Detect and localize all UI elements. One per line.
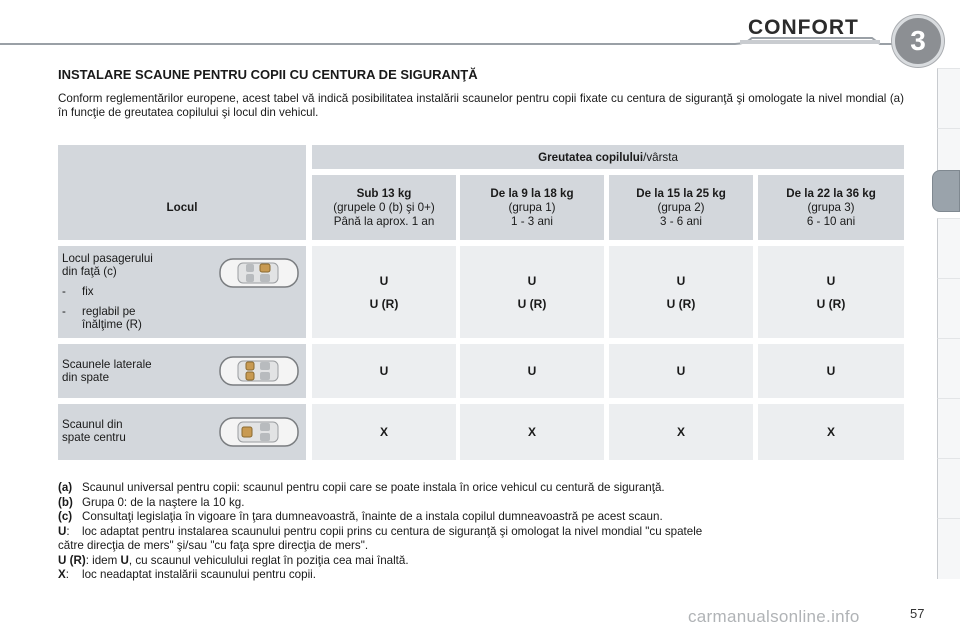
seat-code: U bbox=[527, 273, 537, 288]
seat-code: U (R) bbox=[816, 296, 846, 311]
row-sub-option: reglabil pe bbox=[82, 305, 136, 318]
column-header bbox=[312, 175, 456, 240]
seat-code: U bbox=[379, 273, 389, 288]
cell-value bbox=[312, 344, 456, 398]
cell-value bbox=[312, 246, 456, 338]
footnote: U: loc adaptat pentru instalarea scaunului pentru copii prins cu centura de siguranţă şi omologat la nivel mondial "cu spatele bbox=[58, 525, 908, 540]
footnote bbox=[58, 496, 908, 511]
footnote-text-bold: U bbox=[120, 553, 129, 567]
column-group: (grupa 3) bbox=[807, 200, 855, 214]
row-label-rear-center bbox=[58, 404, 306, 460]
car-seat-diagram-icon bbox=[218, 354, 300, 388]
chapter-tab[interactable] bbox=[937, 278, 960, 339]
footnote-key: U bbox=[58, 524, 67, 538]
row-label-rear-side bbox=[58, 344, 306, 398]
cell-value bbox=[460, 404, 604, 460]
seat-code: U bbox=[527, 364, 537, 378]
footnote-text: : idem bbox=[85, 553, 121, 567]
footnote-continuation bbox=[58, 539, 908, 554]
footnote-text: Grupa 0: de la naştere la 10 kg. bbox=[82, 495, 245, 509]
chapter-tab[interactable] bbox=[937, 518, 960, 579]
row-label-line: spate centru bbox=[62, 431, 126, 444]
child-seat-table bbox=[58, 145, 904, 463]
cell-value bbox=[609, 404, 753, 460]
cell-value bbox=[758, 344, 904, 398]
chapter-tab-active[interactable] bbox=[932, 170, 960, 212]
group-header-bold: Greutatea copilului bbox=[538, 150, 644, 164]
column-title: De la 22 la 36 kg bbox=[786, 186, 876, 200]
seat-code: U (R) bbox=[369, 296, 399, 311]
column-group: (grupele 0 (b) şi 0+) bbox=[333, 200, 435, 214]
column-age: 1 - 3 ani bbox=[511, 214, 553, 228]
footnote-key: X bbox=[58, 568, 66, 581]
chapter-tab[interactable] bbox=[937, 338, 960, 399]
car-seat-diagram-icon bbox=[218, 415, 300, 449]
column-group: (grupa 1) bbox=[508, 200, 556, 214]
footnote: X: loc neadaptat instalării scaunului pentru copii. bbox=[58, 568, 908, 583]
footnote bbox=[58, 510, 908, 525]
weight-group-header bbox=[312, 145, 904, 169]
footnote bbox=[58, 481, 908, 496]
cell-value bbox=[758, 404, 904, 460]
seat-code: U (R) bbox=[666, 296, 696, 311]
footnote-key: U (R) bbox=[58, 553, 86, 567]
column-title: De la 15 la 25 kg bbox=[636, 186, 726, 200]
seat-code: U (R) bbox=[517, 296, 547, 311]
row-label-line: din spate bbox=[62, 371, 110, 384]
chapter-tab[interactable] bbox=[937, 218, 960, 279]
column-header bbox=[609, 175, 753, 240]
column-title: De la 9 la 18 kg bbox=[490, 186, 574, 200]
column-header bbox=[758, 175, 904, 240]
intro-paragraph: Conform reglementărilor europene, acest tabel vă indică posibilitatea instalării scaunelor pentru copii fixate cu centura de siguranţă şi omologate la nivel mondial (a) în funcţie de greutatea copilului şi locul din vehicul. bbox=[58, 92, 904, 119]
chapter-tab[interactable] bbox=[937, 458, 960, 519]
cell-value bbox=[460, 246, 604, 338]
car-seat-diagram-icon bbox=[218, 256, 300, 290]
row-sub-option: fix bbox=[82, 285, 94, 298]
footnote-key: (c) bbox=[58, 510, 73, 523]
row-label-front-passenger: Locul pasagerului din faţă (c) - fix - reglabil pe înălţime (R) bbox=[58, 246, 306, 338]
footnote-key: (a) bbox=[58, 481, 73, 494]
seat-code: U bbox=[676, 364, 686, 378]
seat-code: U bbox=[826, 273, 836, 288]
cell-value bbox=[758, 246, 904, 338]
corner-label: Locul bbox=[166, 201, 198, 214]
seat-code: X bbox=[527, 425, 536, 439]
row-label-line: Scaunele laterale bbox=[62, 358, 152, 371]
footnotes bbox=[58, 481, 908, 583]
seat-code: U bbox=[826, 364, 836, 378]
footnote-text: loc neadaptat instalării scaunului pentru copii. bbox=[82, 568, 316, 581]
seat-code: X bbox=[379, 425, 388, 439]
chapter-number-badge: 3 bbox=[892, 15, 944, 67]
footnote bbox=[58, 554, 908, 569]
page-number: 57 bbox=[910, 606, 925, 621]
column-title: Sub 13 kg bbox=[356, 186, 412, 200]
cell-value bbox=[460, 344, 604, 398]
cell-value bbox=[312, 404, 456, 460]
seat-code: U bbox=[379, 364, 389, 378]
footnote-text: Consultaţi legislaţia în vigoare în ţara dumneavoastră, înainte de a instala copilul dumneavoastră pe acest scaun. bbox=[82, 510, 663, 523]
column-age: 6 - 10 ani bbox=[806, 214, 856, 228]
cell-value bbox=[609, 246, 753, 338]
row-label-line: din faţă (c) bbox=[62, 265, 117, 278]
chapter-tab[interactable] bbox=[937, 68, 960, 129]
footnote-text: , cu scaunul vehiculului reglat în poziţia cea mai înaltă. bbox=[128, 553, 409, 567]
section-title: INSTALARE SCAUNE PENTRU COPII CU CENTURA DE SIGURANŢĂ bbox=[58, 67, 478, 82]
chapter-tab[interactable] bbox=[937, 398, 960, 459]
seat-code: U bbox=[676, 273, 686, 288]
row-label-line: Scaunul din bbox=[62, 418, 123, 431]
column-header bbox=[460, 175, 604, 240]
footnote-text: loc adaptat pentru instalarea scaunului pentru copii prins cu centura de siguranţă şi omologat la nivel mondial "cu spatele bbox=[82, 524, 703, 538]
group-header-rest: /vârsta bbox=[643, 150, 678, 164]
cell-value bbox=[609, 344, 753, 398]
footnote-text: Scaunul universal pentru copii: scaunul pentru copii care se poate instala în orice vehicul cu centură de siguranţă. bbox=[82, 481, 665, 494]
column-age: Până la aprox. 1 an bbox=[333, 214, 435, 228]
chapter-title: CONFORT bbox=[748, 16, 859, 39]
corner-header bbox=[58, 145, 306, 240]
watermark: carmanualsonline.info bbox=[688, 607, 860, 626]
row-label-line: Locul pasagerului bbox=[62, 252, 153, 265]
footnote-text: către direcţia de mers" şi/sau "cu faţa spre direcţia de mers". bbox=[58, 539, 369, 552]
seat-code: X bbox=[676, 425, 685, 439]
column-group: (grupa 2) bbox=[657, 200, 705, 214]
column-age: 3 - 6 ani bbox=[660, 214, 702, 228]
seat-code: X bbox=[826, 425, 835, 439]
footnote-key: (b) bbox=[58, 495, 73, 509]
chapter-tabs bbox=[934, 68, 960, 578]
row-sub-option: înălţime (R) bbox=[82, 318, 142, 331]
